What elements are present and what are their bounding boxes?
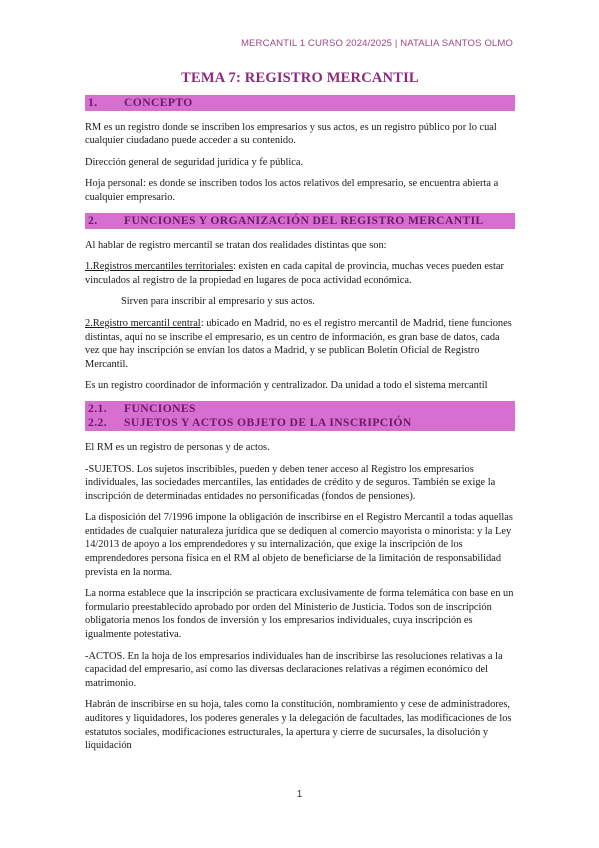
section-label: FUNCIONES [124, 401, 196, 415]
paragraph: El RM es un registro de personas y de actos. [85, 441, 270, 453]
document-title: TEMA 7: REGISTRO MERCANTIL [181, 70, 419, 86]
section-number: 1. [88, 95, 98, 109]
paragraph [85, 317, 515, 371]
indented-paragraph: Sirven para inscribir al empresario y sus actos. [121, 296, 315, 308]
paragraph: -ACTOS. En la hoja de los empresarios individuales han de inscribirse las resoluciones relativas a la capacidad del empresario, así como las diversas declaraciones relativas a régimen económico del matrimonio. [85, 650, 503, 689]
paragraph: -SUJETOS. Los sujetos inscribibles, pueden y deben tener acceso al Registro los empresarios individuales, las sociedades mercantiles, las entidades de crédito y de seguros. También se exige la inscripción de determinadas entidades no personificadas (fondos de pensiones). [85, 463, 496, 502]
paragraph-text: : existen en cada capital de provincia, muchas veces pueden estar vinculados al registro de la propiedad en lugares de poca actividad económica. [85, 261, 504, 286]
paragraph: Es un registro coordinador de información y centralizador. Da unidad a todo el sistema mercantil [85, 380, 488, 392]
underlined-term: 2.Registro mercantil central [85, 317, 201, 329]
section-heading-funciones-organizacion [85, 213, 515, 229]
section-label: SUJETOS Y ACTOS OBJETO DE LA INSCRIPCIÓN [124, 415, 412, 429]
paragraph: Dirección general de seguridad jurídica y fe pública. [85, 156, 304, 168]
document-body [85, 72, 515, 761]
section-number: 2. [88, 213, 98, 227]
paragraph: Al hablar de registro mercantil se tratan dos realidades distintas que son: [85, 239, 387, 251]
page-number: 1 [296, 789, 303, 800]
section-label: FUNCIONES Y ORGANIZACIÓN DEL REGISTRO MERCANTIL [124, 213, 484, 227]
paragraph: Habrán de inscribirse en su hoja, tales como la constitución, nombramiento y cese de administradores, auditores y liquidadores, los poderes generales y la delegación de facultades, las modificaciones de los estatutos sociales, modificaciones estructurales, la apertura y cierre de sucursales, la disolución y liquidación [85, 699, 512, 752]
section-number: 2.1. [88, 401, 107, 415]
paragraph-text: : ubicado en Madrid, no es el registro mercantil de Madrid, tiene funciones distintas, aquí no se inscribe el empresario, es un centro de información, es gran base de datos, cada vez que hay inscripción se envían los datos a Madrid, y se publican Boletín Oficial de Registro Mercantil. [85, 317, 512, 370]
paragraph [85, 260, 515, 287]
section-heading-concepto [85, 95, 515, 111]
section-number: 2.2. [88, 415, 107, 429]
paragraph: La norma establece que la inscripción se practicara exclusivamente de forma telemática con base en un formulario preestablecido aprobado por orden del Ministerio de Justicia. Todos son de inscripción obligatoria menos los fondos de inversión y los empresarios individuales, cuya inscripción es igualmente potestativa. [85, 588, 514, 641]
section-label: CONCEPTO [124, 95, 193, 109]
underlined-term: 1.Registros mercantiles territoriales [85, 261, 234, 273]
paragraph: RM es un registro donde se inscriben los empresarios y sus actos, es un registro público por lo cual cualquier ciudadano puede acceder a su contenido. [85, 121, 497, 147]
section-heading-funciones-sujetos [85, 401, 515, 431]
paragraph: La disposición del 7/1996 impone la obligación de inscribirse en el Registro Mercantil a todas aquellas entidades de cualquier naturaleza jurídica que se dediquen al comercio mayorista o minorista: y la Ley 14/2013 de apoyo a los emprendedores y su internalización, que exige la inscripción de los emprendedores persona física en el RM al objeto de beneficiarse de la limitación de responsabilidad prevista en la norma. [85, 512, 513, 578]
paragraph: Hoja personal: es donde se inscriben todos los actos relativos del empresario, se encuentra abierta a cualquier empresario. [85, 178, 499, 203]
page-header: MERCANTIL 1 CURSO 2024/2025 | NATALIA SANTOS OLMO [240, 38, 513, 49]
